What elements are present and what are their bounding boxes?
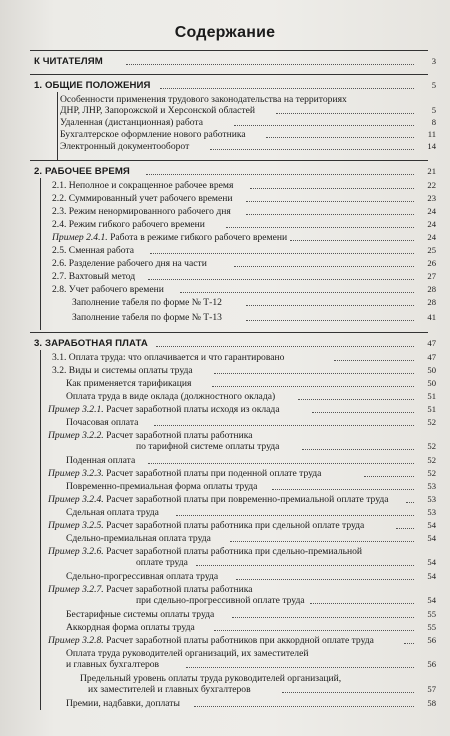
divider bbox=[30, 50, 428, 51]
section-title: 2. РАБОЧЕЕ ВРЕМЯ bbox=[34, 166, 130, 177]
divider bbox=[30, 74, 428, 75]
divider bbox=[30, 332, 428, 333]
section-title: К ЧИТАТЕЛЯМ bbox=[34, 56, 103, 67]
page-number: 47 bbox=[427, 338, 436, 348]
section-title: 3. ЗАРАБОТНАЯ ПЛАТА bbox=[34, 338, 148, 349]
divider bbox=[30, 160, 428, 161]
table-of-contents: К ЧИТАТЕЛЯМ 3 1. ОБЩИЕ ПОЛОЖЕНИЯ 5 Особенности применения трудового законодательства на территориях ДНР, ЛНР, Запорожской и Херсонской областей 5 Удаленная (дистанционная) работа 8 Бухгалтерское оформление нового работника 11 Электронный документооборот 14 2. РАБОЧЕЕ ВРЕМЯ 21 2.1. Неполное и сокращенное рабочее время 22 2.2. Суммированный учет рабочего времени 23 2.3. Режим ненормированного рабочего дня 24 2.4. Режим гибкого рабочего времени 24 Пример 2.4.1. Работа в режиме гибкого рабочего времени 24 2.5. Сменная работа 25 2.6. Разделение рабочего дня на части 26 2.7. Вахтовый метод 27 2.8. Учет рабочего времени 28 Заполнение табеля по форме № Т-12 28 Заполнение табеля по форме № Т-13 41 3. ЗАРАБОТНАЯ ПЛАТА 47 3.1. Оплата труда: что оплачивается и что гарантировано 47 3.2. Виды и системы оплаты труда 50 Как применяется тарификация 50 Оплата труда в виде оклада (должностного оклада) 51 Пример 3.2.1. Расчет заработной платы исходя из оклада 51 Почасовая оплата 52 Пример 3.2.2. Расчет заработной платы работника по тарифной системе оплаты труда 52 Поденная оплата 52 Пример 3.2.3. Расчет заработной платы при поденной оплате труда 52 Повременно-премиальная форма оплаты труда 53 Пример 3.2.4. Расчет заработной платы при повременно-премиальной оплате труда 53 Сдельная оплата труда 53 Пример 3.2.5. Расчет заработной платы работника при сдельной оплате труда 54 Сдельно-премиальная оплата труда 54 Пример 3.2.6. Расчет заработной платы работника при сдельно-премиальной оплате труда 54 Сдельно-прогрессивная оплата труда 54 Пример 3.2.7. Расчет заработной платы работника при сдельно-прогрессивной оплате труда 54 Бестарифные системы оплаты труда 55 Аккордная форма оплаты труда 55 Пример 3.2.8. Расчет заработной платы работников при аккордной оплате труда 56 Оплата труда руководителей организаций, их заместителей и главных бухгалтеров 56 Предельный уровень оплаты труда руководителей организаций, их заместителей и главных бухгалтеров 57 Премии, надбавки, доплаты 58 bbox=[0, 0, 450, 736]
page-title: Содержание bbox=[174, 24, 276, 41]
section-title: 1. ОБЩИЕ ПОЛОЖЕНИЯ bbox=[34, 80, 151, 91]
page-number: 5 bbox=[431, 80, 436, 90]
page-number: 3 bbox=[431, 56, 436, 66]
page-number: 21 bbox=[427, 166, 436, 176]
